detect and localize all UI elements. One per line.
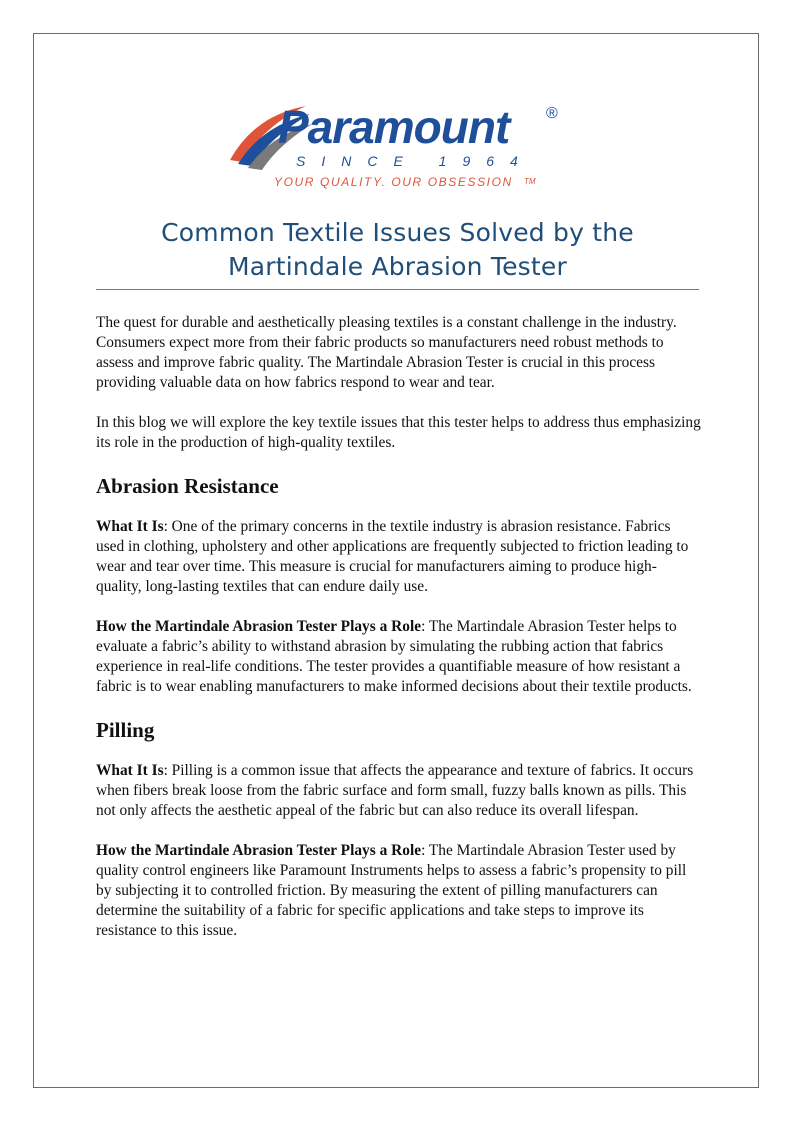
- what-it-is-label: What It Is: [96, 518, 164, 535]
- logo-brand-text: Paramount: [278, 101, 510, 153]
- intro-paragraph-2: In this blog we will explore the key textile issues that this tester helps to address thus emphasizing its role in the production of high-quality textiles.: [96, 414, 701, 451]
- what-it-is-text: : One of the primary concerns in the textile industry is abrasion resistance. Fabrics used in clothing, upholstery and other applications are frequently subjected to friction leading to wear and tear over time. This measure is crucial for manufacturers aiming to produce high-quality, long-lasting textiles that can endure daily use.: [96, 518, 689, 595]
- registered-mark: ®: [546, 105, 558, 122]
- how-it-helps-text: : The Martindale Abrasion Tester helps to evaluate a fabric’s ability to withstand abrasion by simulating the rubbing action that fabrics experience in real-life conditions. The tester provides a quantifiable measure of how resistant a fabric is to wear enabling manufacturers to make informed decisions about their textile products.: [96, 618, 692, 695]
- page-title-line-1: Common Textile Issues Solved by the: [161, 218, 634, 247]
- page-title: [96, 216, 699, 284]
- paramount-logo: [226, 98, 571, 192]
- intro-paragraph-1: The quest for durable and aesthetically pleasing textiles is a constant challenge in the industry. Consumers expect more from their fabric products so manufacturers need robust methods to assess and improve fabric quality. The Martindale Abrasion Tester is crucial in this process providing valuable data on how fabrics respond to wear and tear.: [96, 314, 677, 391]
- logo-tagline: YOUR QUALITY. OUR OBSESSION: [274, 175, 513, 189]
- paramount-logo-graphic: [226, 98, 571, 192]
- logo-since-text: SINCE 1964: [296, 153, 534, 169]
- what-it-is-label: What It Is: [96, 762, 164, 779]
- section-heading-abrasion-resistance: Abrasion Resistance: [96, 474, 279, 498]
- title-underline: [96, 289, 699, 290]
- pilling-how-it-helps: [96, 841, 702, 941]
- how-it-helps-text: : The Martindale Abrasion Tester used by quality control engineers like Paramount Instruments helps to assess a fabric’s propensity to pill by subjecting it to controlled friction. By measuring the extent of pilling manufacturers can determine the suitability of a fabric for specific applications and take steps to improve its resistance to this issue.: [96, 842, 687, 939]
- how-it-helps-label: How the Martindale Abrasion Tester Plays a Role: [96, 618, 422, 635]
- section-heading-pilling: Pilling: [96, 718, 155, 742]
- what-it-is-text: : Pilling is a common issue that affects the appearance and texture of fabrics. It occurs when fibers break loose from the fabric surface and form small, fuzzy balls known as pills. This not only affects the aesthetic appeal of the fabric but can also reduce its overall lifespan.: [96, 762, 694, 819]
- abrasion-how-it-helps: [96, 617, 702, 697]
- abrasion-what-it-is: [96, 517, 702, 597]
- pilling-what-it-is: [96, 761, 702, 821]
- trademark-mark: TM: [524, 177, 536, 186]
- page-title-line-2: Martindale Abrasion Tester: [228, 252, 567, 281]
- article-body: [96, 313, 702, 961]
- how-it-helps-label: How the Martindale Abrasion Tester Plays a Role: [96, 842, 422, 859]
